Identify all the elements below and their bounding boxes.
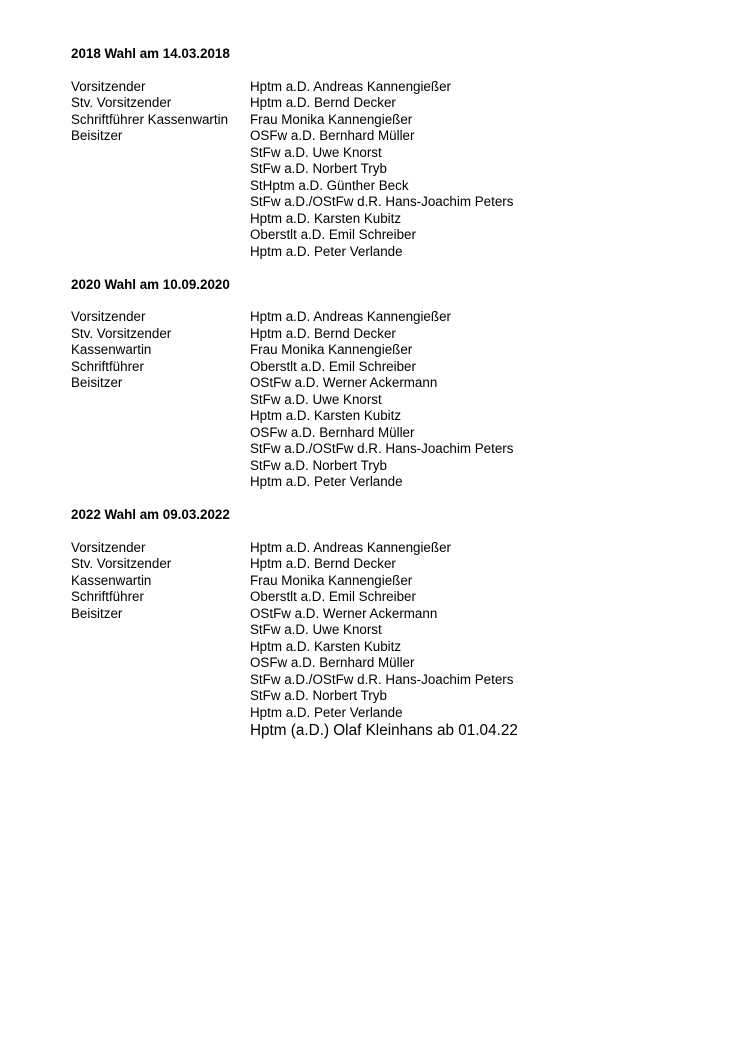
person-name: Hptm (a.D.) Olaf Kleinhans ab 01.04.22 xyxy=(250,722,518,739)
document-page xyxy=(71,46,711,741)
person-name: StFw a.D./OStFw d.R. Hans-Joachim Peters xyxy=(250,671,514,687)
board-member-row xyxy=(71,342,711,359)
person-name: Hptm a.D. Andreas Kannengießer xyxy=(250,78,451,94)
person-name: OStFw a.D. Werner Ackermann xyxy=(250,375,438,390)
board-member-row xyxy=(71,639,711,656)
role-label: Schriftführer Kassenwartin xyxy=(71,111,229,127)
person-name: StFw a.D. Uwe Knorst xyxy=(250,144,382,160)
person-name: Hptm a.D. Peter Verlande xyxy=(250,243,403,259)
section-heading: 2018 Wahl am 14.03.2018 xyxy=(71,46,230,61)
board-member-row xyxy=(71,95,711,112)
person-name: Hptm a.D. Andreas Kannengießer xyxy=(250,309,451,324)
role-label: Kassenwartin xyxy=(71,342,152,357)
role-label: Stv. Vorsitzender xyxy=(71,556,172,571)
person-name: Hptm a.D. Karsten Kubitz xyxy=(250,638,402,654)
person-name: Frau Monika Kannengießer xyxy=(250,572,413,588)
election-section-2018 xyxy=(71,46,711,260)
role-label xyxy=(71,474,250,491)
role-label: Schriftführer xyxy=(71,589,144,604)
board-member-row xyxy=(71,556,711,573)
person-name: Oberstlt a.D. Emil Schreiber xyxy=(250,227,416,242)
board-member-row xyxy=(71,408,711,425)
board-member-row xyxy=(71,655,711,672)
election-section-2022 xyxy=(71,507,711,741)
board-member-list xyxy=(71,309,711,491)
board-member-list xyxy=(71,540,711,742)
role-label xyxy=(71,721,250,741)
section-heading: 2020 Wahl am 10.09.2020 xyxy=(71,276,230,292)
board-member-list xyxy=(71,79,711,261)
role-label xyxy=(71,211,250,228)
board-member-row xyxy=(71,359,711,376)
role-label xyxy=(71,227,250,244)
person-name: StFw a.D. Norbert Tryb xyxy=(250,457,387,473)
board-member-row xyxy=(71,145,711,162)
board-member-row xyxy=(71,112,711,129)
person-name: Hptm a.D. Bernd Decker xyxy=(250,325,396,341)
section-spacer xyxy=(71,260,711,277)
person-name: StFw a.D. Uwe Knorst xyxy=(250,391,382,407)
role-label xyxy=(71,425,250,442)
role-label xyxy=(71,441,250,458)
person-name: Frau Monika Kannengießer xyxy=(250,342,413,357)
role-label: Vorsitzender xyxy=(71,539,146,555)
person-name: Hptm a.D. Peter Verlande xyxy=(250,704,403,720)
board-member-row xyxy=(71,211,711,228)
person-name: Oberstlt a.D. Emil Schreiber xyxy=(250,589,416,604)
board-member-row xyxy=(71,474,711,491)
board-member-row xyxy=(71,705,711,722)
board-member-row xyxy=(71,622,711,639)
board-member-row xyxy=(71,425,711,442)
person-name: Hptm a.D. Bernd Decker xyxy=(250,556,396,571)
person-name: OSFw a.D. Bernhard Müller xyxy=(250,655,415,670)
section-spacer xyxy=(71,491,711,508)
board-member-row xyxy=(71,79,711,96)
role-label: Vorsitzender xyxy=(71,309,146,324)
role-label: Beisitzer xyxy=(71,128,123,143)
person-name: StFw a.D. Uwe Knorst xyxy=(250,622,382,637)
role-label: Beisitzer xyxy=(71,605,123,621)
board-member-row xyxy=(71,688,711,705)
person-name: StHptm a.D. Günther Beck xyxy=(250,177,409,193)
board-member-row xyxy=(71,128,711,145)
board-member-row xyxy=(71,458,711,475)
role-label xyxy=(71,194,250,211)
person-name: StFw a.D. Norbert Tryb xyxy=(250,161,387,176)
role-label xyxy=(71,655,250,672)
role-label xyxy=(71,145,250,162)
role-label xyxy=(71,622,250,639)
person-name: Hptm a.D. Karsten Kubitz xyxy=(250,210,402,226)
board-member-row xyxy=(71,540,711,557)
section-heading: 2022 Wahl am 09.03.2022 xyxy=(71,507,230,522)
role-label: Vorsitzender xyxy=(71,78,146,94)
role-label: Schriftführer xyxy=(71,358,144,374)
role-label xyxy=(71,161,250,178)
person-name: Hptm a.D. Peter Verlande xyxy=(250,474,403,489)
person-name: Oberstlt a.D. Emil Schreiber xyxy=(250,358,416,374)
person-name: StFw a.D. Norbert Tryb xyxy=(250,688,387,703)
person-name: Hptm a.D. Karsten Kubitz xyxy=(250,408,402,423)
person-name: OSFw a.D. Bernhard Müller xyxy=(250,424,415,440)
board-member-row xyxy=(71,309,711,326)
role-label xyxy=(71,244,250,261)
board-member-row xyxy=(71,178,711,195)
person-name: OSFw a.D. Bernhard Müller xyxy=(250,128,415,143)
board-member-row xyxy=(71,672,711,689)
board-member-row xyxy=(71,326,711,343)
board-member-row xyxy=(71,161,711,178)
person-name: OStFw a.D. Werner Ackermann xyxy=(250,605,438,621)
board-member-row xyxy=(71,392,711,409)
role-label xyxy=(71,408,250,425)
role-label: Stv. Vorsitzender xyxy=(71,95,172,110)
role-label: Beisitzer xyxy=(71,375,123,390)
role-label xyxy=(71,639,250,656)
role-label xyxy=(71,705,250,722)
person-name: Frau Monika Kannengießer xyxy=(250,111,413,127)
role-label xyxy=(71,688,250,705)
board-member-row xyxy=(71,227,711,244)
role-label xyxy=(71,178,250,195)
role-label: Kassenwartin xyxy=(71,572,152,588)
person-name: Hptm a.D. Andreas Kannengießer xyxy=(250,539,451,555)
role-label xyxy=(71,672,250,689)
board-member-row xyxy=(71,441,711,458)
board-member-row xyxy=(71,573,711,590)
person-name: StFw a.D./OStFw d.R. Hans-Joachim Peters xyxy=(250,194,514,209)
board-member-row xyxy=(71,194,711,211)
board-member-row xyxy=(71,244,711,261)
role-label xyxy=(71,392,250,409)
board-member-row xyxy=(71,375,711,392)
person-name: Hptm a.D. Bernd Decker xyxy=(250,95,396,110)
role-label: Stv. Vorsitzender xyxy=(71,325,172,341)
role-label xyxy=(71,458,250,475)
board-member-row xyxy=(71,606,711,623)
election-section-2020 xyxy=(71,277,711,491)
board-member-row xyxy=(71,721,711,741)
person-name: StFw a.D./OStFw d.R. Hans-Joachim Peters xyxy=(250,441,514,456)
board-member-row xyxy=(71,589,711,606)
